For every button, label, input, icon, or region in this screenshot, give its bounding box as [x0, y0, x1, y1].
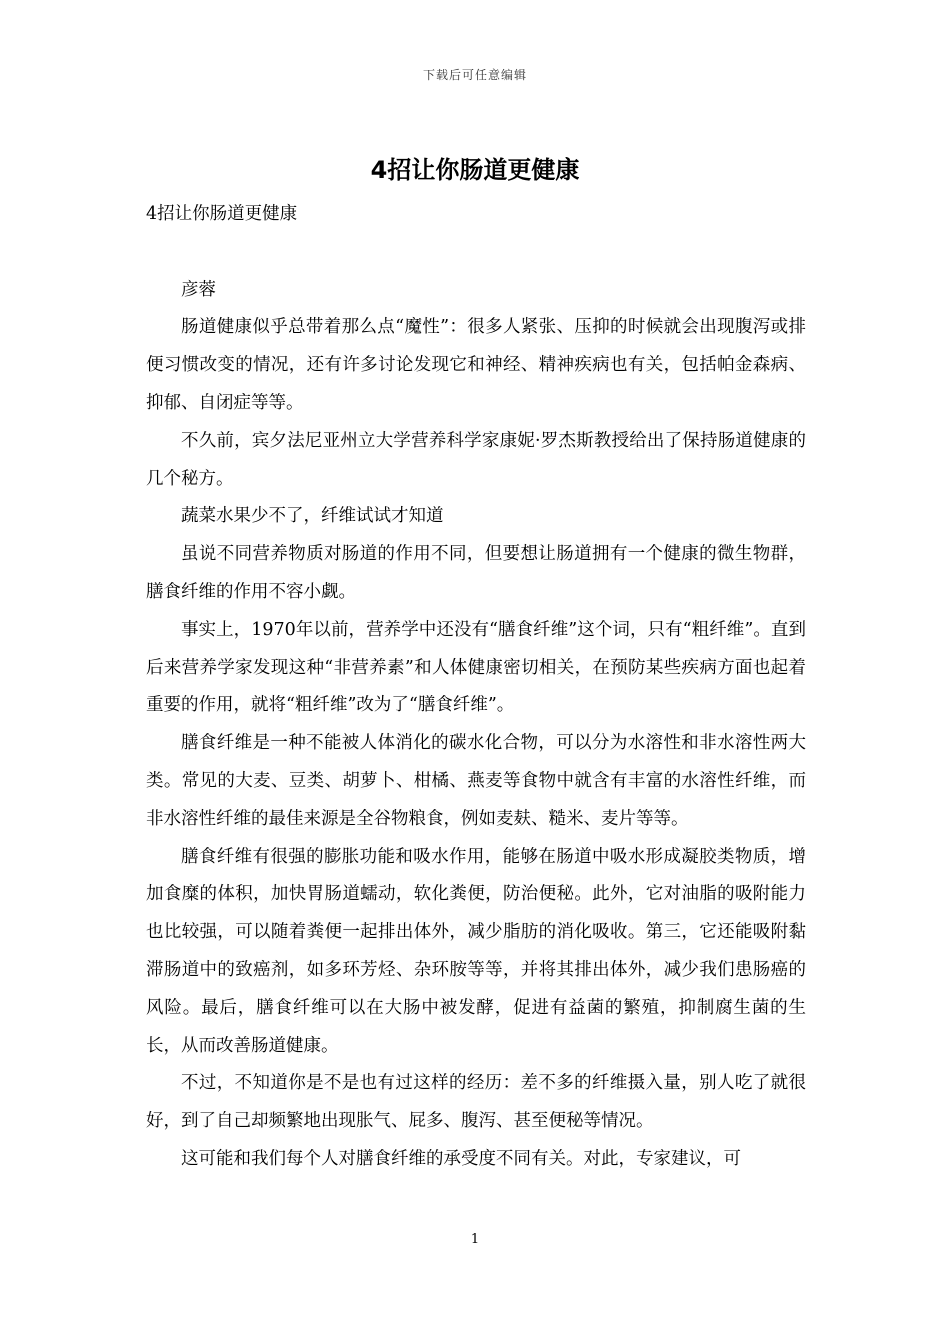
paragraph: 这可能和我们每个人对膳食纤维的承受度不同有关。对此，专家建议，可: [181, 1148, 741, 1169]
paragraph: 虽说不同营养物质对肠道的作用不同，但要想让肠道拥有一个健康的微生物群，膳食纤维的作用不容小觑。: [146, 544, 806, 602]
section-heading: 蔬菜水果少不了，纤维试试才知道: [181, 506, 444, 527]
paragraph: 膳食纤维是一种不能被人体消化的碳水化合物，可以分为水溶性和非水溶性两大类。常见的大麦、豆类、胡萝卜、柑橘、燕麦等食物中就含有丰富的水溶性纤维，而非水溶性纤维的最佳来源是全谷物粮食，例如麦麸、糙米、麦片等等。: [146, 733, 806, 829]
author-line: 彦蓉: [181, 279, 216, 300]
paragraph: 不过，不知道你是不是也有过这样的经历：差不多的纤维摄入量，别人吃了就很好，到了自己却频繁地出现胀气、屁多、腹泻、甚至便秘等情况。: [146, 1073, 806, 1132]
document-body: [146, 196, 806, 1179]
page-number: 1: [470, 1232, 480, 1247]
document-subtitle: 4招让你肠道更健康: [146, 204, 298, 224]
paragraph: 不久前，宾夕法尼亚州立大学营养科学家康妮·罗杰斯教授给出了保持肠道健康的几个秘方。: [146, 430, 806, 489]
document-title: 4招让你肠道更健康: [370, 156, 580, 184]
paragraph: 膳食纤维有很强的膨胀功能和吸水作用，能够在肠道中吸水形成凝胶类物质，增加食糜的体积，加快胃肠道蠕动，软化粪便，防治便秘。此外，它对油脂的吸附能力也比较强，可以随着粪便一起排出体外，减少脂肪的消化吸收。第三，它还能吸附黏滞肠道中的致癌剂，如多环芳烃、杂环胺等等，并将其排出体外，减少我们患肠癌的风险。最后，膳食纤维可以在大肠中被发酵，促进有益菌的繁殖，抑制腐生菌的生长，从而改善肠道健康。: [146, 846, 806, 1056]
header-note: 下载后可任意编辑: [422, 68, 527, 82]
blank-line: [146, 234, 806, 272]
paragraph: 肠道健康似乎总带着那么点“魔性”：很多人紧张、压抑的时候就会出现腹泻或排便习惯改变的情况，还有许多讨论发现它和神经、精神疾病也有关，包括帕金森病、抑郁、自闭症等等。: [146, 317, 806, 413]
paragraph: 事实上，1970年以前，营养学中还没有“膳食纤维”这个词，只有“粗纤维”。直到后来营养学家发现这种“非营养素”和人体健康密切相关，在预防某些疾病方面也起着重要的作用，就将“粗纤维”改为了“膳食纤维”。: [146, 619, 806, 716]
